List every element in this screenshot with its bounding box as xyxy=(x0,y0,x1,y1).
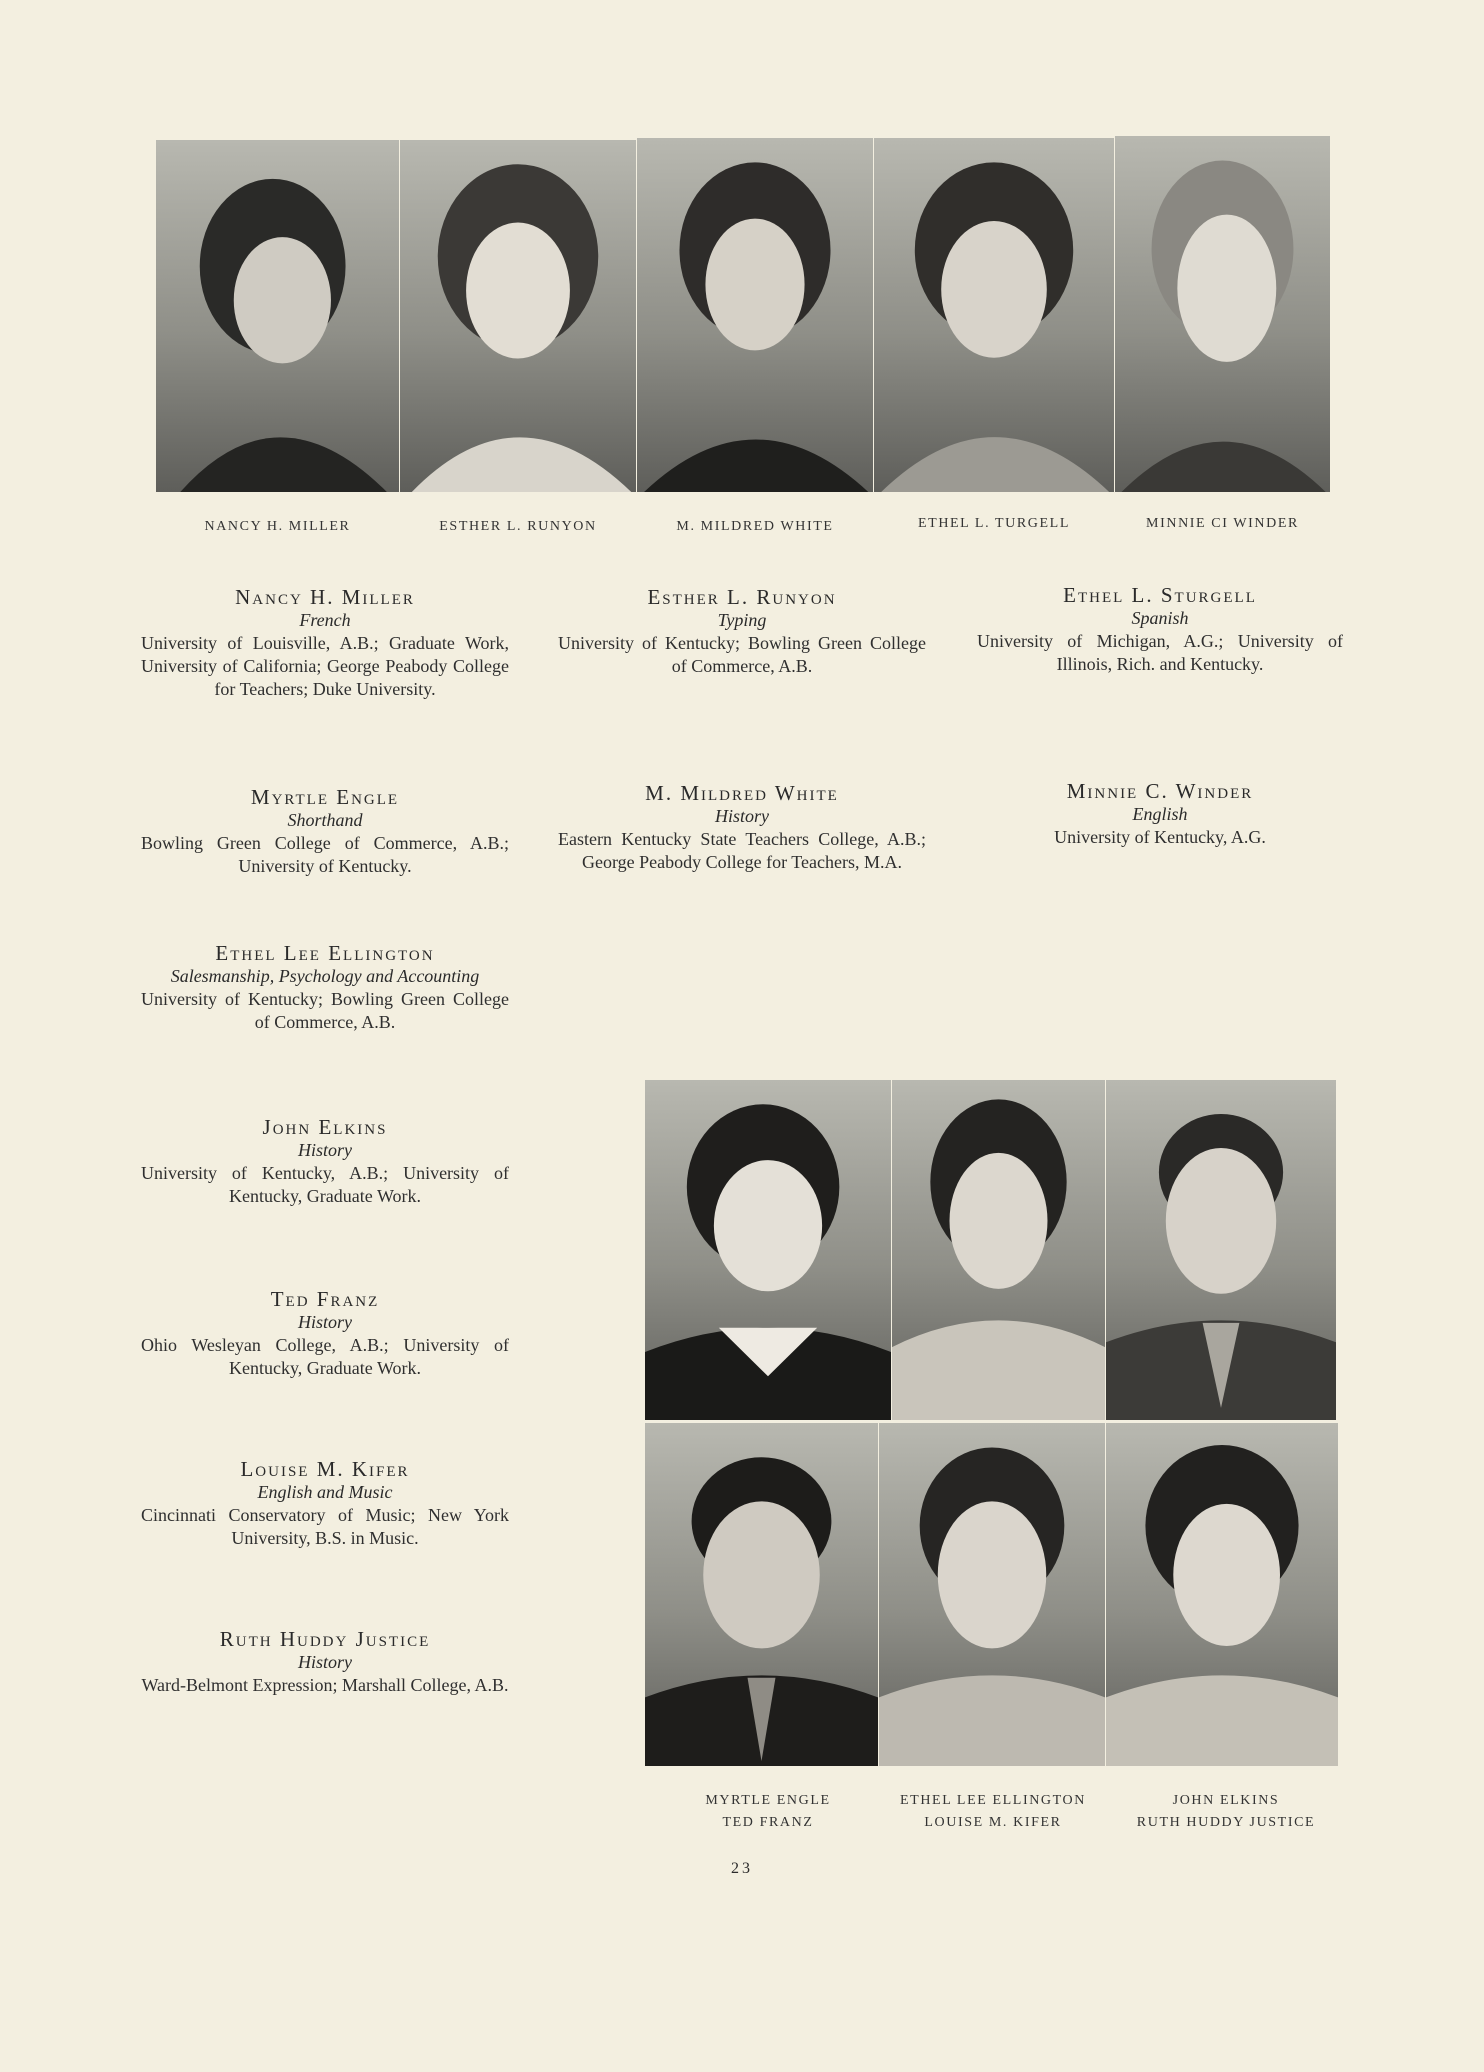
portrait-john-elkins xyxy=(1106,1080,1336,1420)
entry-education: University of Kentucky, A.B.; University of Kentucky, Graduate Work. xyxy=(141,1163,509,1206)
portrait-ethel-turgell xyxy=(874,138,1114,492)
portrait-ruth-justice xyxy=(1106,1423,1338,1766)
entry-subject: History xyxy=(298,1652,352,1672)
entry-education: Cincinnati Conservatory of Music; New York University, B.S. in Music. xyxy=(141,1505,509,1548)
entry-name: Esther L. Runyon xyxy=(647,585,837,609)
entry-name: John Elkins xyxy=(262,1115,388,1139)
entry-esther-runyon xyxy=(558,586,926,678)
caption-john-elkins: JOHN ELKINS xyxy=(1172,1793,1280,1808)
entry-louise-kifer xyxy=(141,1458,509,1550)
entry-name: Ethel L. Sturgell xyxy=(1063,583,1257,607)
entry-ethel-sturgell xyxy=(977,584,1343,676)
entry-ruth-justice xyxy=(141,1628,509,1697)
entry-ted-franz xyxy=(141,1288,509,1380)
entry-john-elkins xyxy=(141,1116,509,1208)
portrait-minnie-winder xyxy=(1115,136,1330,492)
entry-name: Nancy H. Miller xyxy=(235,585,415,609)
entry-myrtle-engle xyxy=(141,786,509,878)
entry-name: Minnie C. Winder xyxy=(1066,779,1254,803)
entry-subject: French xyxy=(299,610,351,630)
entry-name: Ted Franz xyxy=(270,1287,380,1311)
caption-col3 xyxy=(1106,1790,1346,1834)
entry-education: University of Louisville, A.B.; Graduate Work, University of California; George Peabody College for Teachers; Duke University. xyxy=(141,633,509,699)
entry-subject: English and Music xyxy=(257,1482,393,1502)
portrait-myrtle-engle xyxy=(645,1080,891,1420)
entry-subject: History xyxy=(298,1312,352,1332)
portrait-ted-franz xyxy=(645,1423,878,1766)
entry-subject: History xyxy=(298,1140,352,1160)
page-number: 23 xyxy=(731,1860,753,1877)
entry-ethel-ellington xyxy=(141,942,509,1034)
entry-subject: Typing xyxy=(717,610,767,630)
entry-nancy-miller xyxy=(141,586,509,701)
entry-name: Louise M. Kifer xyxy=(240,1457,410,1481)
entry-name: M. Mildred White xyxy=(645,781,839,805)
caption-nancy-miller: NANCY H. MILLER xyxy=(204,519,351,534)
caption-col2 xyxy=(868,1790,1118,1834)
entry-name: Ethel Lee Ellington xyxy=(215,941,435,965)
portrait-louise-kifer xyxy=(879,1423,1105,1766)
entry-education: Ward-Belmont Expression; Marshall College, A.B. xyxy=(141,1675,509,1695)
entry-education: University of Kentucky; Bowling Green College of Commerce, A.B. xyxy=(558,633,926,676)
caption-minnie-winder: MINNIE CI WINDER xyxy=(1146,516,1299,531)
caption-ruth-justice: RUTH HUDDY JUSTICE xyxy=(1136,1815,1316,1830)
entry-subject: Shorthand xyxy=(287,810,363,830)
entry-name: Ruth Huddy Justice xyxy=(219,1627,431,1651)
entry-education: University of Kentucky, A.G. xyxy=(1054,827,1266,847)
caption-myrtle-engle: MYRTLE ENGLE xyxy=(705,1793,831,1808)
entry-education: University of Michigan, A.G.; University of Illinois, Rich. and Kentucky. xyxy=(977,631,1343,674)
portrait-esther-runyon xyxy=(400,140,636,492)
portrait-mildred-white xyxy=(637,138,873,492)
caption-col1 xyxy=(645,1790,891,1834)
caption-mildred-white: M. MILDRED WHITE xyxy=(676,519,834,534)
entry-education: Ohio Wesleyan College, A.B.; University of Kentucky, Graduate Work. xyxy=(141,1335,509,1378)
entry-mildred-white xyxy=(558,782,926,874)
caption-ethel-ellington: ETHEL LEE ELLINGTON xyxy=(900,1793,1086,1808)
caption-ted-franz: TED FRANZ xyxy=(722,1815,814,1830)
portrait-nancy-miller xyxy=(156,140,399,492)
entry-education: Eastern Kentucky State Teachers College, A.B.; George Peabody College for Teachers, M.A. xyxy=(558,829,926,872)
caption-louise-kifer: LOUISE M. KIFER xyxy=(924,1815,1062,1830)
entry-name: Myrtle Engle xyxy=(250,785,400,809)
portrait-ethel-ellington xyxy=(892,1080,1105,1420)
caption-ethel-turgell: ETHEL L. TURGELL xyxy=(918,516,1070,531)
entry-education: Bowling Green College of Commerce, A.B.; University of Kentucky. xyxy=(141,833,509,876)
entry-subject: Spanish xyxy=(1131,608,1189,628)
entry-education: University of Kentucky; Bowling Green College of Commerce, A.B. xyxy=(141,989,509,1032)
caption-esther-runyon: ESTHER L. RUNYON xyxy=(439,519,597,534)
entry-subject: English xyxy=(1132,804,1188,824)
entry-subject: Salesmanship, Psychology and Accounting xyxy=(170,966,480,986)
entry-minnie-winder xyxy=(977,780,1343,849)
entry-subject: History xyxy=(715,806,769,826)
